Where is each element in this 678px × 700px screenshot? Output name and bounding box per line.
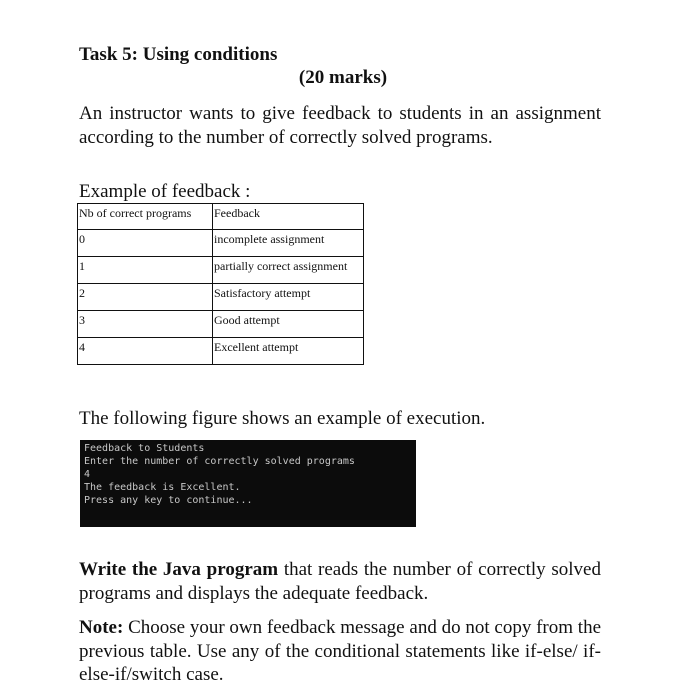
table-row bbox=[78, 230, 364, 257]
feedback-table bbox=[77, 203, 364, 365]
instruction-text: that reads the number of correctly solved programs and displays the adequate feedback. bbox=[79, 559, 601, 604]
instruction-bold: Write the Java program bbox=[79, 559, 279, 580]
instruction-paragraph bbox=[79, 558, 601, 605]
header-correct-programs: Nb of correct programs bbox=[78, 204, 213, 230]
note-label: Note: bbox=[79, 617, 124, 638]
example-label: Example of feedback : bbox=[79, 181, 251, 202]
table-cell-feedback: Excellent attempt bbox=[213, 338, 364, 365]
console-line: The feedback is Excellent. bbox=[84, 482, 241, 493]
note-text: Choose your own feedback message and do not copy from the previous table. Use any of the conditional statements like if-else/ if-else-if/switch case. bbox=[79, 617, 601, 685]
console-output bbox=[80, 440, 416, 527]
table-cell-count: 4 bbox=[78, 338, 213, 365]
console-line: Enter the number of correctly solved programs bbox=[84, 456, 355, 467]
marks-label: (20 marks) bbox=[298, 67, 388, 88]
table-cell-count: 0 bbox=[78, 230, 213, 257]
table-cell-feedback: partially correct assignment bbox=[213, 257, 364, 284]
table-cell-count: 3 bbox=[78, 311, 213, 338]
header-feedback: Feedback bbox=[213, 204, 364, 230]
table-cell-feedback: incomplete assignment bbox=[213, 230, 364, 257]
page-title: Task 5: Using conditions bbox=[79, 44, 278, 65]
intro-paragraph: An instructor wants to give feedback to students in an assignment according to the number of correctly solved programs. bbox=[79, 103, 601, 148]
console-line: 4 bbox=[84, 469, 91, 480]
table-header-row bbox=[78, 204, 364, 230]
table-row bbox=[78, 338, 364, 365]
table-cell-feedback: Good attempt bbox=[213, 311, 364, 338]
table-cell-count: 2 bbox=[78, 284, 213, 311]
table-cell-feedback: Satisfactory attempt bbox=[213, 284, 364, 311]
execution-caption: The following figure shows an example of execution. bbox=[79, 408, 486, 429]
console-line: Feedback to Students bbox=[84, 443, 205, 454]
table-row bbox=[78, 284, 364, 311]
table-cell-count: 1 bbox=[78, 257, 213, 284]
table-row bbox=[78, 257, 364, 284]
console-line: Press any key to continue... bbox=[84, 495, 253, 506]
table-row bbox=[78, 311, 364, 338]
note-paragraph bbox=[79, 616, 601, 687]
